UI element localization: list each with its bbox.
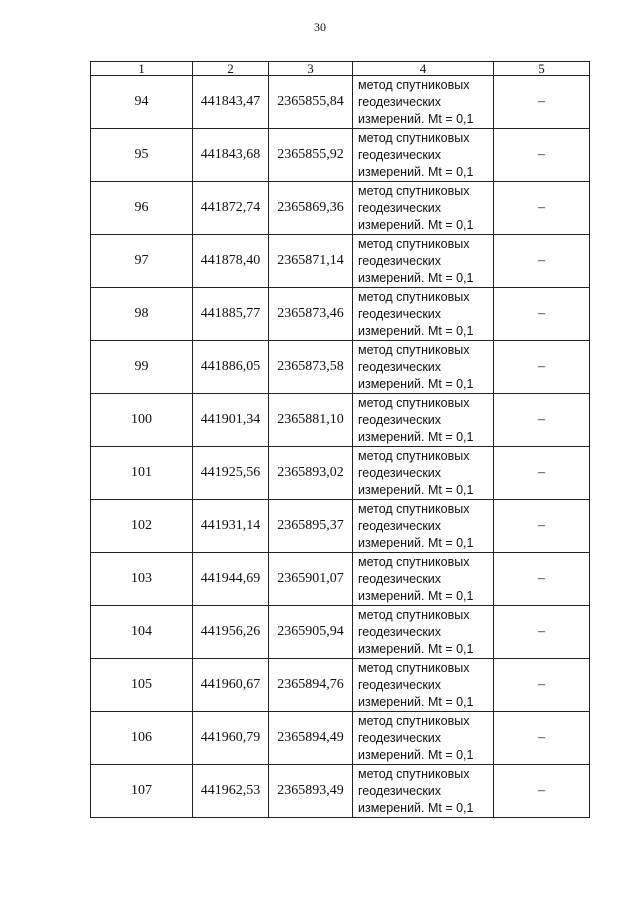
method-text-line: измерений. Mt = 0,1 (358, 482, 474, 497)
method-cell (353, 553, 494, 606)
method-text-line: измерений. Mt = 0,1 (358, 800, 474, 815)
x-coordinate-cell: 441885,77 (193, 288, 269, 341)
method-cell (353, 235, 494, 288)
method-text-line: геодезических (358, 465, 442, 480)
method-text-line: измерений. Mt = 0,1 (358, 270, 474, 285)
method-text-line: метод спутниковых (358, 342, 470, 357)
y-coordinate-cell: 2365855,84 (269, 76, 353, 129)
note-cell: – (494, 129, 590, 182)
method-cell (353, 447, 494, 500)
method-cell (353, 394, 494, 447)
table-row (91, 500, 590, 553)
table-row (91, 765, 590, 818)
note-cell: – (494, 182, 590, 235)
y-coordinate-cell: 2365895,37 (269, 500, 353, 553)
table-row (91, 659, 590, 712)
column-header-1: 1 (91, 62, 193, 76)
method-text-line: метод спутниковых (358, 183, 470, 198)
x-coordinate-cell: 441872,74 (193, 182, 269, 235)
page-number: 30 (314, 20, 326, 34)
y-coordinate-cell: 2365855,92 (269, 129, 353, 182)
method-cell (353, 765, 494, 818)
method-text-line: измерений. Mt = 0,1 (358, 535, 474, 550)
point-number-cell: 103 (91, 553, 193, 606)
method-text-line: метод спутниковых (358, 607, 470, 622)
column-header-3: 3 (269, 62, 353, 76)
method-text-line: геодезических (358, 571, 442, 586)
note-cell: – (494, 235, 590, 288)
method-text-line: геодезических (358, 306, 442, 321)
y-coordinate-cell: 2365893,02 (269, 447, 353, 500)
note-cell: – (494, 394, 590, 447)
method-text-line: геодезических (358, 200, 442, 215)
method-text-line: метод спутниковых (358, 77, 470, 92)
method-cell (353, 129, 494, 182)
method-text-line: метод спутниковых (358, 501, 470, 516)
method-cell (353, 182, 494, 235)
column-header-2: 2 (193, 62, 269, 76)
note-cell: – (494, 553, 590, 606)
method-cell (353, 341, 494, 394)
point-number-cell: 97 (91, 235, 193, 288)
method-cell (353, 659, 494, 712)
coordinates-table (90, 61, 590, 818)
x-coordinate-cell: 441901,34 (193, 394, 269, 447)
method-text-line: метод спутниковых (358, 395, 470, 410)
table-row (91, 447, 590, 500)
method-text-line: геодезических (358, 624, 442, 639)
method-text-line: измерений. Mt = 0,1 (358, 323, 474, 338)
point-number-cell: 104 (91, 606, 193, 659)
method-text-line: геодезических (358, 412, 442, 427)
y-coordinate-cell: 2365873,46 (269, 288, 353, 341)
table-row (91, 553, 590, 606)
method-text-line: метод спутниковых (358, 713, 470, 728)
y-coordinate-cell: 2365905,94 (269, 606, 353, 659)
note-cell: – (494, 447, 590, 500)
point-number-cell: 98 (91, 288, 193, 341)
column-header-4: 4 (353, 62, 494, 76)
x-coordinate-cell: 441886,05 (193, 341, 269, 394)
method-text-line: геодезических (358, 730, 442, 745)
y-coordinate-cell: 2365901,07 (269, 553, 353, 606)
table-row (91, 182, 590, 235)
method-text-line: метод спутниковых (358, 130, 470, 145)
note-cell: – (494, 606, 590, 659)
table-row (91, 235, 590, 288)
method-cell (353, 606, 494, 659)
point-number-cell: 96 (91, 182, 193, 235)
y-coordinate-cell: 2365893,49 (269, 765, 353, 818)
method-text-line: метод спутниковых (358, 766, 470, 781)
y-coordinate-cell: 2365881,10 (269, 394, 353, 447)
method-text-line: геодезических (358, 147, 442, 162)
table-header-row (91, 62, 590, 76)
x-coordinate-cell: 441925,56 (193, 447, 269, 500)
table-body (91, 76, 590, 818)
method-cell (353, 76, 494, 129)
note-cell: – (494, 500, 590, 553)
method-cell (353, 288, 494, 341)
y-coordinate-cell: 2365894,49 (269, 712, 353, 765)
point-number-cell: 101 (91, 447, 193, 500)
table-row (91, 129, 590, 182)
column-header-5: 5 (494, 62, 590, 76)
method-text-line: геодезических (358, 359, 442, 374)
note-cell: – (494, 76, 590, 129)
method-text-line: измерений. Mt = 0,1 (358, 376, 474, 391)
point-number-cell: 100 (91, 394, 193, 447)
table-row (91, 76, 590, 129)
note-cell: – (494, 712, 590, 765)
method-text-line: измерений. Mt = 0,1 (358, 588, 474, 603)
method-cell (353, 500, 494, 553)
note-cell: – (494, 288, 590, 341)
method-text-line: измерений. Mt = 0,1 (358, 694, 474, 709)
method-text-line: метод спутниковых (358, 660, 470, 675)
table-row (91, 288, 590, 341)
method-text-line: измерений. Mt = 0,1 (358, 111, 474, 126)
point-number-cell: 95 (91, 129, 193, 182)
point-number-cell: 99 (91, 341, 193, 394)
method-text-line: геодезических (358, 253, 442, 268)
method-text-line: геодезических (358, 677, 442, 692)
x-coordinate-cell: 441962,53 (193, 765, 269, 818)
y-coordinate-cell: 2365873,58 (269, 341, 353, 394)
method-text-line: измерений. Mt = 0,1 (358, 164, 474, 179)
y-coordinate-cell: 2365871,14 (269, 235, 353, 288)
x-coordinate-cell: 441956,26 (193, 606, 269, 659)
x-coordinate-cell: 441960,79 (193, 712, 269, 765)
method-text-line: метод спутниковых (358, 236, 470, 251)
x-coordinate-cell: 441960,67 (193, 659, 269, 712)
method-text-line: измерений. Mt = 0,1 (358, 217, 474, 232)
x-coordinate-cell: 441878,40 (193, 235, 269, 288)
point-number-cell: 94 (91, 76, 193, 129)
note-cell: – (494, 765, 590, 818)
method-text-line: метод спутниковых (358, 448, 470, 463)
method-text-line: метод спутниковых (358, 289, 470, 304)
table-row (91, 712, 590, 765)
method-text-line: геодезических (358, 94, 442, 109)
y-coordinate-cell: 2365894,76 (269, 659, 353, 712)
method-text-line: геодезических (358, 518, 442, 533)
method-text-line: метод спутниковых (358, 554, 470, 569)
point-number-cell: 107 (91, 765, 193, 818)
method-text-line: геодезических (358, 783, 442, 798)
method-text-line: измерений. Mt = 0,1 (358, 747, 474, 762)
x-coordinate-cell: 441931,14 (193, 500, 269, 553)
point-number-cell: 106 (91, 712, 193, 765)
method-text-line: измерений. Mt = 0,1 (358, 429, 474, 444)
table-row (91, 606, 590, 659)
y-coordinate-cell: 2365869,36 (269, 182, 353, 235)
point-number-cell: 102 (91, 500, 193, 553)
method-cell (353, 712, 494, 765)
x-coordinate-cell: 441944,69 (193, 553, 269, 606)
point-number-cell: 105 (91, 659, 193, 712)
x-coordinate-cell: 441843,68 (193, 129, 269, 182)
note-cell: – (494, 341, 590, 394)
method-text-line: измерений. Mt = 0,1 (358, 641, 474, 656)
x-coordinate-cell: 441843,47 (193, 76, 269, 129)
table-row (91, 394, 590, 447)
table-row (91, 341, 590, 394)
note-cell: – (494, 659, 590, 712)
